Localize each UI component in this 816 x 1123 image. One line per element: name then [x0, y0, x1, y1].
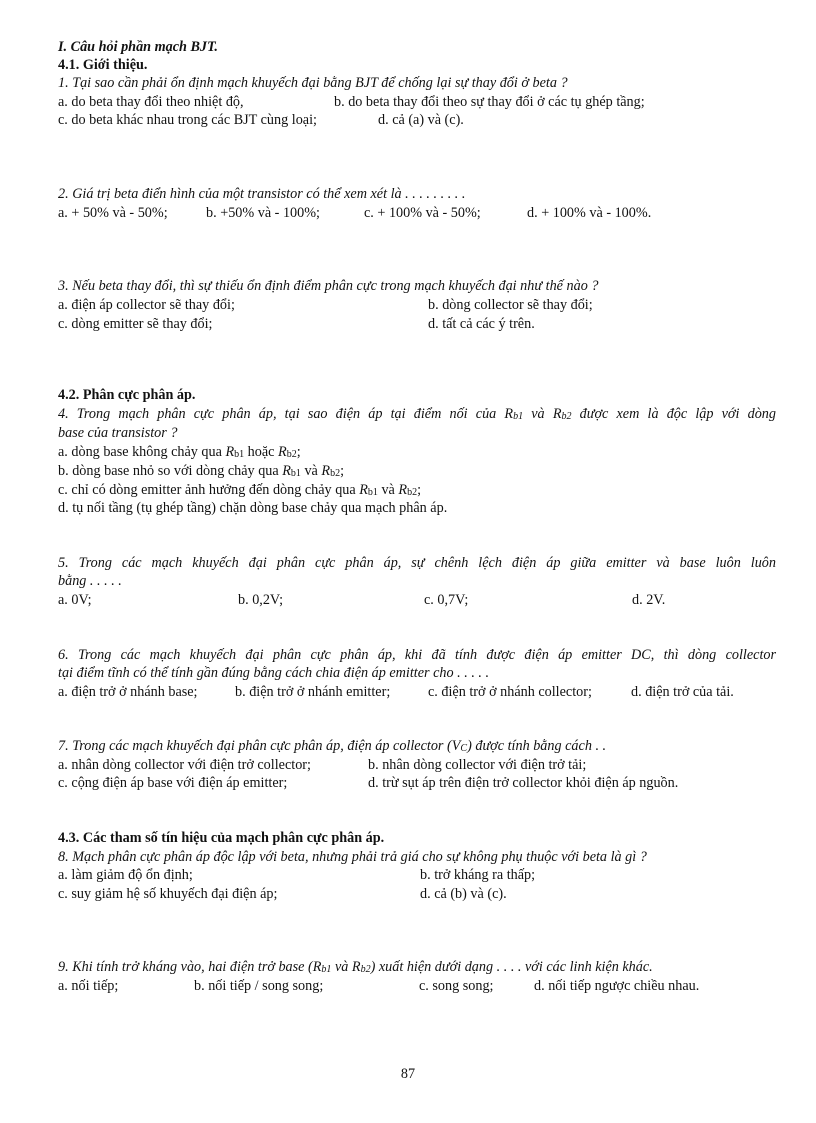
question-7-text: 7. Trong các mạch khuyếch đại phân cực phân áp, điện áp collector $(V_C)$ được tính bằng cách . .: [58, 738, 607, 754]
question-2-option-a: a. + 50% và - 50%;: [58, 205, 168, 221]
question-4-text-line-2: base của transistor ?: [58, 425, 178, 441]
question-1-text: 1. Tại sao cần phải ổn định mạch khuyếch đại bằng BJT để chống lại sự thay đổi ở beta ?: [58, 75, 568, 91]
subsection-4-1-title: 4.1. Giới thiệu.: [58, 57, 148, 73]
question-7-option-d: d. trừ sụt áp trên điện trở collector khỏi điện áp nguồn.: [368, 775, 679, 791]
subsection-4-2-title: 4.2. Phân cực phân áp.: [58, 387, 196, 403]
subsection-4-3-title: 4.3. Các tham số tín hiệu của mạch phân cực phân áp.: [58, 830, 385, 846]
question-2-option-c: c. + 100% và - 50%;: [364, 205, 481, 221]
question-3-option-a: a. điện áp collector sẽ thay đổi;: [58, 297, 235, 313]
question-9-option-a: a. nối tiếp;: [58, 978, 119, 994]
question-6-option-b: b. điện trở ở nhánh emitter;: [235, 684, 391, 700]
question-4-option-c: c. chỉ có dòng emitter ảnh hưởng đến dòng chảy qua $R_{b1}$ và $R_{b2}$;: [58, 482, 422, 498]
question-8-option-c: c. suy giảm hệ số khuyếch đại điện áp;: [58, 886, 278, 902]
question-5-option-a: a. 0V;: [58, 592, 92, 608]
question-7-option-c: c. cộng điện áp base với điện áp emitter;: [58, 775, 288, 791]
question-1-option-a: a. do beta thay đổi theo nhiệt độ,: [58, 94, 244, 110]
question-8-text: 8. Mạch phân cực phân áp độc lập với beta, nhưng phải trả giá cho sự không phụ thuộc với beta là gì ?: [58, 849, 647, 865]
question-5-text-line-1: 5. Trong các mạch khuyếch đại phân cực phân áp, sự chênh lệch điện áp giữa emitter và base luôn luôn: [58, 555, 776, 571]
question-3-option-b: b. dòng collector sẽ thay đổi;: [428, 297, 593, 313]
question-4-text-line-1: 4. Trong mạch phân cực phân áp, tại sao điện áp tại điểm nối của $R_{b1}$ và $R_{b2}$ được xem là độc lập với dòng: [58, 406, 776, 422]
question-8-option-a: a. làm giảm độ ổn định;: [58, 867, 193, 883]
question-5-option-c: c. 0,7V;: [424, 592, 469, 608]
question-8-option-d: d. cả (b) và (c).: [420, 886, 507, 902]
question-9-option-c: c. song song;: [419, 978, 494, 994]
question-6-option-c: c. điện trở ở nhánh collector;: [428, 684, 592, 700]
question-7-option-a: a. nhân dòng collector với điện trở collector;: [58, 757, 311, 773]
question-2-option-b: b. +50% và - 100%;: [206, 205, 320, 221]
question-9-text: 9. Khi tính trở kháng vào, hai điện trở base ($R_{b1}$ và $R_{b2}$) xuất hiện dưới dạng . . . . với các linh kiện khác.: [58, 959, 653, 975]
question-3-option-c: c. dòng emitter sẽ thay đổi;: [58, 316, 213, 332]
question-2-text: 2. Giá trị beta điển hình của một transistor có thể xem xét là . . . . . . . . .: [58, 186, 466, 202]
question-3-text: 3. Nếu beta thay đổi, thì sự thiếu ổn định điểm phân cực trong mạch khuyếch đại như thế nào ?: [58, 278, 599, 294]
section-title: I. Câu hỏi phần mạch BJT.: [58, 39, 218, 55]
question-6-option-a: a. điện trở ở nhánh base;: [58, 684, 198, 700]
question-6-text-line-2: tại điểm tĩnh có thể tính gần đúng bằng cách chia điện áp emitter cho . . . . .: [58, 665, 490, 681]
question-7-option-b: b. nhân dòng collector với điện trở tải;: [368, 757, 587, 773]
question-4-option-d: d. tụ nối tầng (tụ ghép tầng) chặn dòng base chảy qua mạch phân áp.: [58, 500, 448, 516]
question-8-option-b: b. trở kháng ra thấp;: [420, 867, 536, 883]
question-2-option-d: d. + 100% và - 100%.: [527, 205, 652, 221]
question-3-option-d: d. tất cả các ý trên.: [428, 316, 535, 332]
question-4-option-b: b. dòng base nhỏ so với dòng chảy qua $R_{b1}$ và $R_{b2}$;: [58, 463, 345, 479]
question-5-text-line-2: bằng . . . . .: [58, 573, 122, 589]
page-number: 87: [400, 1066, 416, 1082]
question-6-text-line-1: 6. Trong các mạch khuyếch đại phân cực phân áp, khi đã tính được điện áp emitter DC, thì dòng collector: [58, 647, 776, 663]
question-1-option-b: b. do beta thay đổi theo sự thay đổi ở các tụ ghép tầng;: [334, 94, 645, 110]
question-5-option-b: b. 0,2V;: [238, 592, 284, 608]
question-1-option-d: d. cả (a) và (c).: [378, 112, 464, 128]
question-4-option-a: a. dòng base không chảy qua $R_{b1}$ hoặc $R_{b2}$;: [58, 444, 301, 460]
question-5-option-d: d. 2V.: [632, 592, 666, 608]
question-9-option-d: d. nối tiếp ngược chiều nhau.: [534, 978, 700, 994]
question-9-option-b: b. nối tiếp / song song;: [194, 978, 324, 994]
question-1-option-c: c. do beta khác nhau trong các BJT cùng loại;: [58, 112, 317, 128]
question-6-option-d: d. điện trở của tải.: [631, 684, 734, 700]
